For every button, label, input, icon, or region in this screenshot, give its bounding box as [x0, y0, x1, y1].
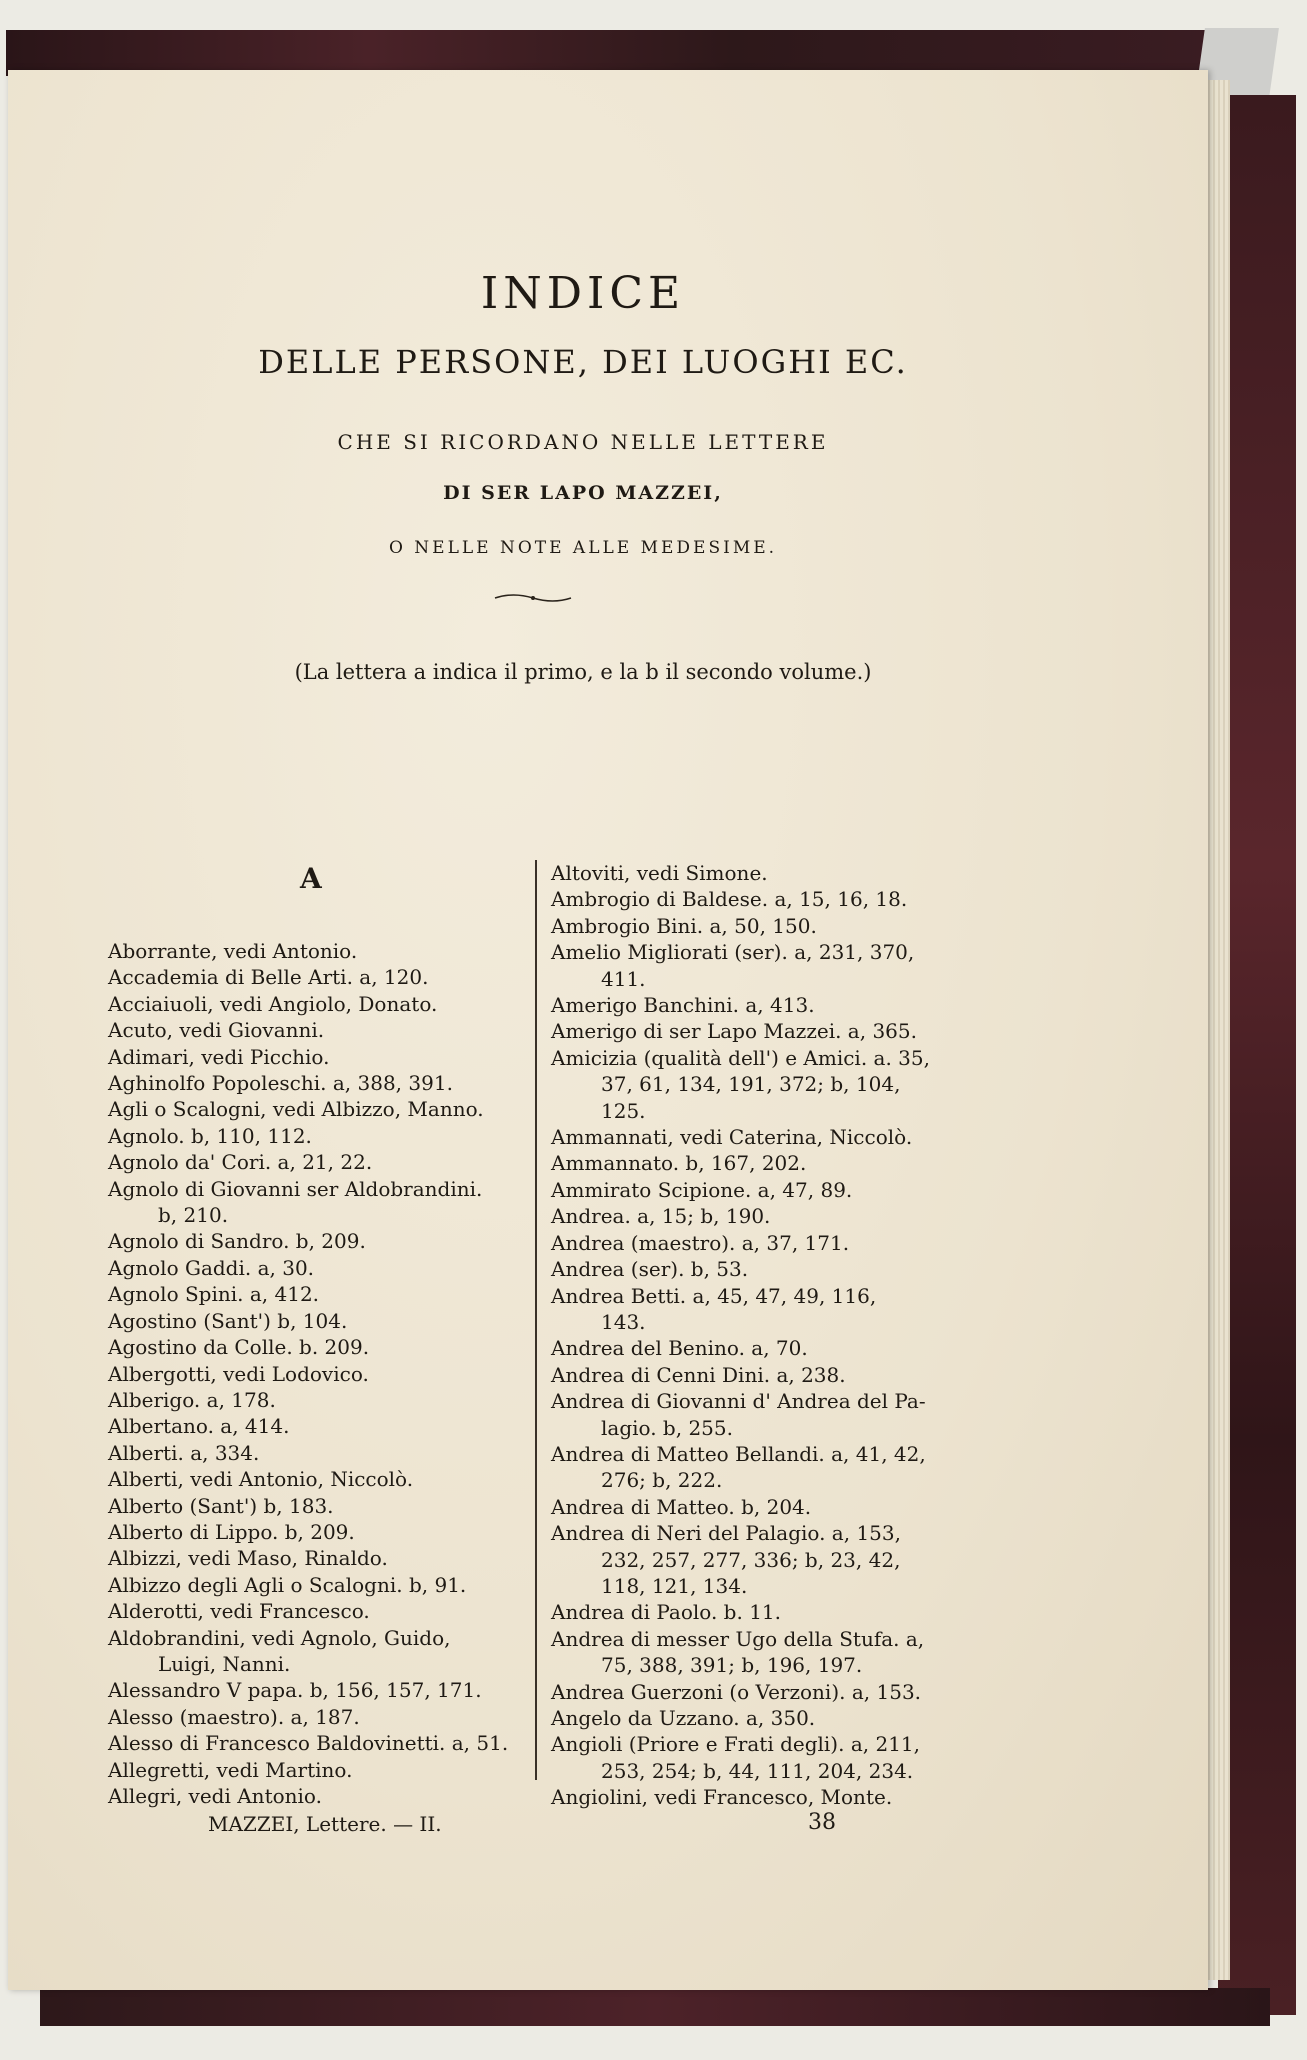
index-entry: Amerigo di ser Lapo Mazzei. a, 365.	[551, 1019, 917, 1044]
index-entry: Acciaiuoli, vedi Angiolo, Donato.	[108, 991, 438, 1016]
index-entry: Agnolo da' Cori. a, 21, 22.	[108, 1150, 373, 1175]
running-title: MAZZEI, Lettere. — II.	[208, 1812, 442, 1836]
index-entry: Aborrante, vedi Antonio.	[108, 939, 358, 963]
index-entry: Andrea del Benino. a, 70.	[551, 1336, 808, 1361]
index-entry: Alessandro V papa. b, 156, 157, 171.	[108, 1678, 482, 1703]
index-entry: Amelio Migliorati (ser). a, 231, 370,	[551, 940, 915, 965]
section-letter: A	[300, 862, 322, 895]
index-entry: b, 210.	[158, 1203, 229, 1228]
signature-mark: 38	[808, 1810, 836, 1835]
index-entry: Aghinolfo Popoleschi. a, 388, 391.	[108, 1071, 453, 1096]
index-entry: Accademia di Belle Arti. a, 120.	[108, 965, 429, 990]
index-entry: Angiolini, vedi Francesco, Monte.	[551, 1785, 893, 1810]
index-entry: Ammirato Scipione. a, 47, 89.	[551, 1177, 853, 1202]
index-entry: Alesso (maestro). a, 187.	[108, 1704, 360, 1729]
index-entry: Andrea Betti. a, 45, 47, 49, 116,	[551, 1283, 877, 1308]
index-entry: Amerigo Banchini. a, 413.	[551, 993, 815, 1018]
index-entry: Agnolo Gaddi. a, 30.	[108, 1255, 315, 1280]
index-entry: Allegretti, vedi Martino.	[108, 1757, 353, 1782]
index-entry: Alesso di Francesco Baldovinetti. a, 51.	[108, 1731, 509, 1756]
subtitle-line-4: DI SER LAPO MAZZEI,	[443, 482, 723, 504]
volume-note: (La lettera a indica il primo, e la b il secondo volume.)	[294, 660, 872, 684]
index-entry: Andrea di Paolo. b. 11.	[551, 1600, 782, 1625]
index-entry: Agostino da Colle. b. 209.	[108, 1335, 370, 1360]
index-entry: Agnolo. b, 110, 112.	[108, 1123, 312, 1148]
index-entry: Andrea di Giovanni d' Andrea del Pa-	[551, 1389, 926, 1414]
index-entry: Luigi, Nanni.	[158, 1651, 291, 1676]
index-entry: Alberigo. a, 178.	[108, 1387, 276, 1412]
index-entry: Alberto (Sant') b, 183.	[108, 1493, 334, 1518]
index-entry: Agli o Scalogni, vedi Albizzo, Manno.	[108, 1097, 484, 1122]
index-entry: Aldobrandini, vedi Agnolo, Guido,	[108, 1625, 451, 1650]
index-entry: 411.	[601, 966, 646, 991]
index-entry: Ambrogio di Baldese. a, 15, 16, 18.	[551, 887, 908, 912]
index-entry: Albergotti, vedi Lodovico.	[108, 1361, 369, 1386]
index-entry: Albizzi, vedi Maso, Rinaldo.	[108, 1546, 388, 1571]
index-entry: 125.	[601, 1098, 646, 1123]
index-entry: lagio. b, 255.	[601, 1415, 733, 1440]
ornament-icon	[493, 590, 573, 606]
index-entry: Ammannato. b, 167, 202.	[551, 1151, 807, 1176]
index-entry: Andrea di Cenni Dini. a, 238.	[551, 1362, 846, 1387]
index-entry: Allegri, vedi Antonio.	[108, 1784, 322, 1808]
index-entry: Albertano. a, 414.	[108, 1414, 290, 1439]
index-entry: Acuto, vedi Giovanni.	[108, 1018, 325, 1043]
page-title: INDICE	[480, 268, 686, 319]
index-entry: 118, 121, 134.	[601, 1573, 748, 1598]
index-entry: Andrea Guerzoni (o Verzoni). a, 153.	[551, 1679, 922, 1704]
index-entry: Ambrogio Bini. a, 50, 150.	[551, 913, 817, 938]
index-entry: 143.	[601, 1309, 646, 1334]
index-entry: Adimari, vedi Picchio.	[108, 1044, 330, 1069]
index-entry: Andrea di Matteo. b, 204.	[551, 1494, 812, 1519]
index-entry: Agnolo Spini. a, 412.	[108, 1282, 320, 1307]
index-entry: Alderotti, vedi Francesco.	[108, 1599, 370, 1624]
index-entry: Andrea di Neri del Palagio. a, 153,	[551, 1521, 901, 1546]
index-column-left	[108, 938, 528, 1809]
index-entry: Andrea di messer Ugo della Stufa. a,	[551, 1626, 925, 1651]
column-divider	[535, 860, 537, 1780]
index-entry: Amicizia (qualità dell') e Amici. a. 35,	[551, 1045, 930, 1070]
index-entry: 232, 257, 277, 336; b, 23, 42,	[601, 1547, 901, 1572]
subtitle-line-5: O NELLE NOTE ALLE MEDESIME.	[388, 538, 778, 558]
index-entry: Alberto di Lippo. b, 209.	[108, 1519, 355, 1544]
index-entry: Altoviti, vedi Simone.	[551, 861, 768, 885]
index-entry: Ammannati, vedi Caterina, Niccolò.	[551, 1125, 913, 1150]
index-entry: Andrea (maestro). a, 37, 171.	[551, 1230, 850, 1255]
index-entry: 37, 61, 134, 191, 372; b, 104,	[601, 1072, 901, 1097]
index-entry: Agnolo di Sandro. b, 209.	[108, 1229, 366, 1254]
index-entry: Albizzo degli Agli o Scalogni. b, 91.	[108, 1572, 467, 1597]
subtitle-line-3: CHE SI RICORDANO NELLE LETTERE	[337, 430, 829, 454]
index-entry: Andrea. a, 15; b, 190.	[551, 1204, 771, 1229]
index-entry: Agnolo di Giovanni ser Aldobrandini.	[108, 1176, 483, 1201]
book-page	[8, 70, 1208, 1990]
index-entry: Alberti. a, 334.	[108, 1440, 260, 1465]
index-entry: 253, 254; b, 44, 111, 204, 234.	[601, 1758, 914, 1783]
index-entry: Andrea (ser). b, 53.	[551, 1257, 749, 1282]
index-entry: Angioli (Priore e Frati degli). a, 211,	[551, 1732, 920, 1757]
index-entry: Agostino (Sant') b, 104.	[108, 1308, 348, 1333]
index-entry: Alberti, vedi Antonio, Niccolò.	[108, 1467, 414, 1492]
index-entry: Andrea di Matteo Bellandi. a, 41, 42,	[551, 1441, 926, 1466]
book-cover-bottom-edge	[40, 1988, 1270, 2026]
index-entry: 75, 388, 391; b, 196, 197.	[601, 1653, 863, 1678]
index-entry: 276; b, 222.	[601, 1468, 723, 1493]
page-subtitle: DELLE PERSONE, DEI LUOGHI EC.	[258, 343, 908, 381]
index-column-right	[551, 860, 971, 1811]
index-entry: Angelo da Uzzano. a, 350.	[551, 1706, 816, 1730]
